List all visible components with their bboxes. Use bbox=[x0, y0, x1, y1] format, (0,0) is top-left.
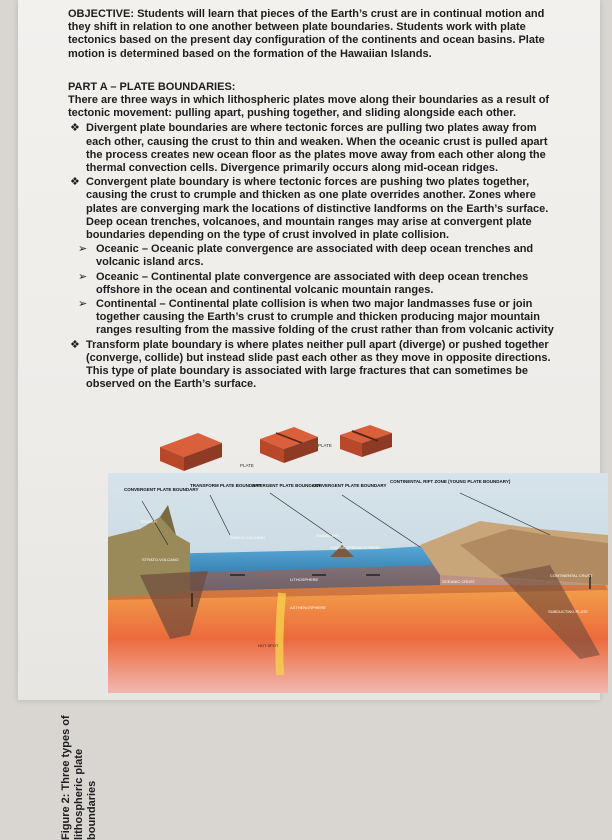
label-plate: PLATE bbox=[240, 463, 254, 468]
sub-oceanic-oceanic bbox=[68, 243, 560, 269]
block-convergent-icon bbox=[160, 433, 222, 471]
block-transform-icon bbox=[260, 427, 318, 463]
diamond-bullet-icon: ❖ bbox=[70, 176, 80, 189]
arrow-bullet-icon: ➢ bbox=[78, 243, 88, 256]
block-divergent-icon bbox=[340, 425, 392, 457]
label-shield: SHIELD VOLCANO bbox=[230, 535, 266, 540]
label-subducting: SUBDUCTING PLATE bbox=[548, 609, 588, 614]
label-strato: STRATO-VOLCANO bbox=[142, 557, 179, 562]
bullet-convergent bbox=[68, 176, 560, 242]
objective-text: Students will learn that pieces of the Earth’s crust are in continual motion and they shift in relation to one another between plate boundaries. Students work with plate tectonics based on the present day configuration of the continents and ocean basins. Plate motion is determined based on the formation of the Hawaiian Islands. bbox=[68, 8, 545, 60]
label-continental-crust: CONTINENTAL CRUST bbox=[550, 573, 593, 578]
transform-text: Transform plate boundary is where plates neither pull apart (diverge) or pushed together (converge, collide) but instead slide past each other as they move in opposite directions. This type of plate boundary is associated with large fractures that can sometimes be observed on the Earth’s surface. bbox=[86, 338, 551, 391]
label-oceanic-ridge: OCEANIC SPREADING RIDGE bbox=[330, 546, 380, 550]
label-plate-2: PLATE bbox=[318, 443, 332, 448]
label-rift-zone: CONTINENTAL RIFT ZONE (YOUNG PLATE BOUNDARY) bbox=[390, 479, 511, 484]
label-asthenosphere: ASTHENOSPHERE bbox=[290, 605, 326, 610]
diamond-bullet-icon: ❖ bbox=[70, 338, 80, 351]
arrow-bullet-icon: ➢ bbox=[78, 298, 88, 311]
hot-spot-plume bbox=[279, 593, 282, 675]
oc-text: Oceanic – Continental plate convergence are associated with deep ocean trenches offshore in the ocean and continental volcanic mountain ranges. bbox=[96, 270, 529, 296]
plate-boundaries-diagram bbox=[80, 425, 610, 693]
part-a-title: PART A – PLATE BOUNDARIES: bbox=[68, 80, 236, 93]
label-convergent-mid: CONVERGENT PLATE BOUNDARY bbox=[312, 483, 387, 488]
label-lithosphere: LITHOSPHERE bbox=[290, 577, 319, 582]
objective-paragraph bbox=[68, 8, 560, 61]
part-a-intro: There are three ways in which lithospheric plates move along their boundaries as a result of tectonic movement: pulling apart, pushing together, and sliding alongside each other. bbox=[68, 94, 550, 120]
label-hot-spot: HOT SPOT bbox=[258, 643, 279, 648]
objective-label: OBJECTIVE: bbox=[68, 8, 135, 20]
diamond-bullet-icon: ❖ bbox=[70, 122, 80, 135]
worksheet-page bbox=[18, 0, 600, 840]
oo-text: Oceanic – Oceanic plate convergence are associated with deep ocean trenches and volcanic island arcs. bbox=[96, 243, 534, 269]
convergent-text: Convergent plate boundary is where tectonic forces are pushing two plates together, causing the crust to crumple and thicken as one plate overrides another. Zones where plates are converging mark the locations of distinctive landforms on the Earth’s surface. Deep ocean trenches, volcanoes, and mountain ranges may arise at convergent plate boundaries depending on the type of crust involved in plate collision. bbox=[86, 176, 549, 242]
text-block bbox=[68, 8, 560, 392]
label-trench: TRENCH bbox=[140, 519, 157, 524]
label-island-arc: ISLAND ARC bbox=[316, 533, 340, 538]
arrow-bullet-icon: ➢ bbox=[78, 270, 88, 283]
figure-caption: Figure 2: Three types of lithospheric plate boundaries bbox=[60, 715, 98, 840]
bullet-divergent bbox=[68, 122, 560, 175]
bullet-transform bbox=[68, 339, 560, 392]
sub-oceanic-continental bbox=[68, 271, 560, 297]
label-transform: TRANSFORM PLATE BOUNDARY bbox=[190, 483, 262, 488]
cc-text: Continental – Continental plate collision is when two major landmasses fuse or join together causing the Earth’s crust to crumple and thicken producing major mountain ranges resulting from the massive folding of the crust rather than from volcanic activity bbox=[96, 298, 554, 337]
divergent-text: Divergent plate boundaries are where tectonic forces are pulling two plates away from each other, causing the crust to thin and weaken. When the oceanic crust is pulled apart the process creates new ocean floor as the plates move away from each other along the thermal convection cells. Divergence primarily occurs along mid-ocean ridges. bbox=[86, 122, 548, 175]
label-oceanic-crust: OCEANIC CRUST bbox=[442, 579, 476, 584]
sub-continental-continental bbox=[68, 298, 560, 338]
label-divergent: DIVERGENT PLATE BOUNDARY bbox=[252, 483, 322, 488]
label-convergent-left: CONVERGENT PLATE BOUNDARY bbox=[124, 487, 199, 492]
